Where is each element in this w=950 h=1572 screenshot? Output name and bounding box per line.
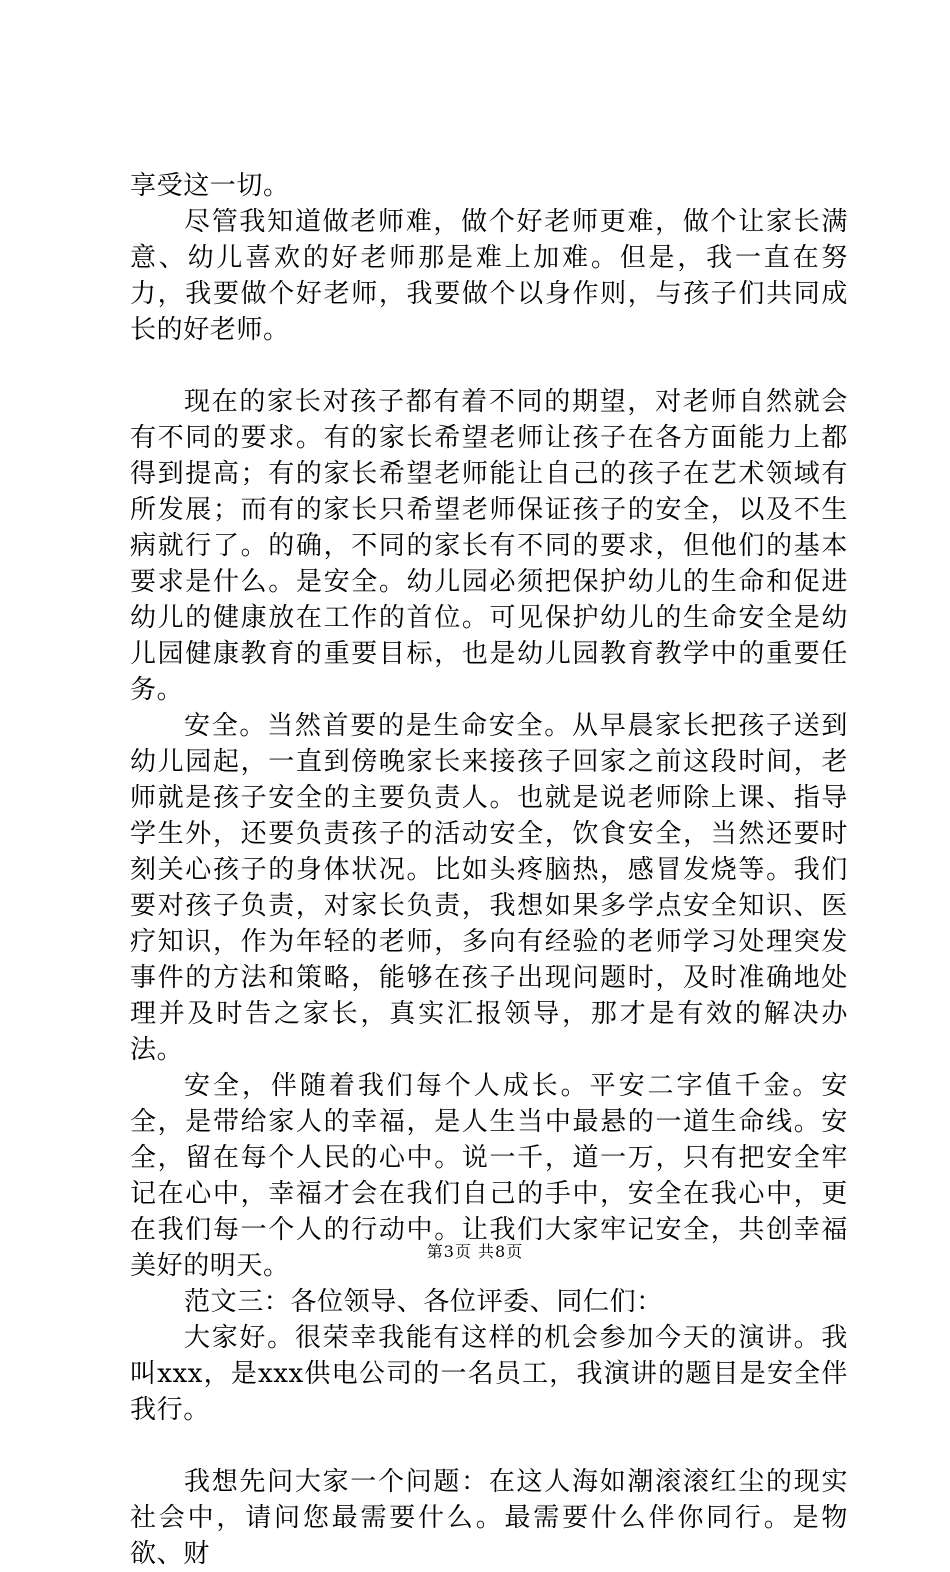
paragraph-4: 安全。当然首要的是生命安全。从早晨家长把孩子送到幼儿园起，一直到傍晚家长来接孩子回家之前这段时间，老师就是孩子安全的主要负责人。也就是说老师除上课、指导学生外，还要负责孩子的活动安全，饮食安全，当然还要时刻关心孩子的身体状况。比如头疼脑热，感冒发烧等。我们要对孩子负责，对家长负责，我想如果多学点安全知识、医疗知识，作为年轻的老师，多向有经验的老师学习处理突发事件的方法和策略，能够在孩子出现问题时，及时准确地处理并及时告之家长，真实汇报领导，那才是有效的解决办法。 bbox=[130, 711, 848, 1065]
page-footer: 第3页 共8页 bbox=[426, 1242, 524, 1261]
paragraph-2: 尽管我知道做老师难，做个好老师更难，做个让家长满意、幼儿喜欢的好老师那是难上加难。但是，我一直在努力，我要做个好老师，我要做个以身作则，与孩子们共同成长的好老师。 bbox=[130, 207, 848, 345]
paragraph-8: 我想先问大家一个问题：在这人海如潮滚滚红尘的现实社会中，请问您最需要什么。最需要什么伴你同行。是物欲、财 bbox=[130, 1467, 848, 1569]
paragraph-5: 安全，伴随着我们每个人成长。平安二字值千金。安全，是带给家人的幸福，是人生当中最悬的一道生命线。安全，留在每个人民的心中。说一千，道一万，只有把安全牢记在心中，幸福才会在我们自己的手中，安全在我心中，更在我们每一个人的行动中。让我们大家牢记安全，共创幸福美好的明天。 bbox=[130, 1071, 848, 1281]
paragraph-7: 大家好。很荣幸我能有这样的机会参加今天的演讲。我叫xxx，是xxx供电公司的一名员工，我演讲的题目是安全伴我行。 bbox=[130, 1323, 848, 1425]
paragraph-1: 享受这一切。 bbox=[130, 171, 290, 201]
document-body bbox=[130, 168, 848, 1572]
paragraph-3: 现在的家长对孩子都有着不同的期望，对老师自然就会有不同的要求。有的家长希望老师让孩子在各方面能力上都得到提高；有的家长希望老师能让自己的孩子在艺术领域有所发展；而有的家长只希望老师保证孩子的安全，以及不生病就行了。的确，不同的家长有不同的要求，但他们的基本要求是什么。是安全。幼儿园必须把保护幼儿的生命和促进幼儿的健康放在工作的首位。可见保护幼儿的生命安全是幼儿园健康教育的重要目标，也是幼儿园教育教学中的重要任务。 bbox=[130, 387, 848, 705]
paragraph-6: 范文三：各位领导、各位评委、同仁们： bbox=[184, 1287, 663, 1317]
